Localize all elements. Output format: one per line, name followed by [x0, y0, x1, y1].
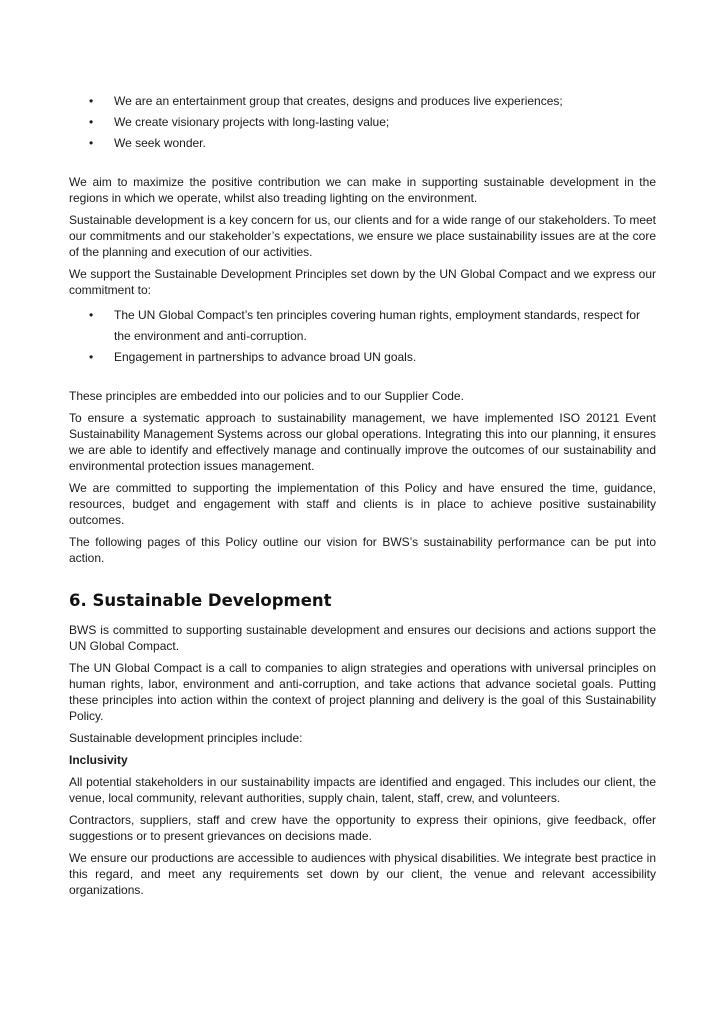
- paragraph: Sustainable development is a key concern for us, our clients and for a wide range of our stakeholders. To meet our commitments and our stakeholder’s expectations, we ensure we place sustainability issues are at the core of the planning and execution of our activities.: [69, 213, 656, 259]
- list-item: • Engagement in partnerships to advance broad UN goals.: [69, 347, 656, 368]
- list-item: • We create visionary projects with long-lasting value;: [69, 112, 656, 133]
- section-heading: 6. Sustainable Development: [69, 591, 332, 610]
- page-content: [69, 91, 656, 898]
- list-item: • We seek wonder.: [69, 133, 656, 154]
- paragraph: To ensure a systematic approach to sustainability management, we have implemented ISO 20121 Event Sustainability Management Systems across our global operations. Integrating this into our planning, it ensures we are able to identify and effectively manage and continually improve the outcomes of our sustainability and environmental protection issues management.: [69, 411, 656, 473]
- paragraph: We aim to maximize the positive contribution we can make in supporting sustainable development in the regions in which we operate, whilst also treading lighting on the environment.: [69, 175, 656, 205]
- paragraph: Contractors, suppliers, staff and crew have the opportunity to express their opinions, give feedback, offer suggestions or to present grievances on decisions made.: [69, 813, 656, 843]
- paragraph: Sustainable development principles include:: [69, 731, 303, 745]
- list-item: • We are an entertainment group that creates, designs and produces live experiences;: [69, 91, 656, 112]
- commitment-bullet-list: [69, 305, 656, 368]
- paragraph: These principles are embedded into our policies and to our Supplier Code.: [69, 389, 464, 403]
- paragraph: We support the Sustainable Development Principles set down by the UN Global Compact and we express our commitment to:: [69, 267, 656, 297]
- paragraph: We ensure our productions are accessible to audiences with physical disabilities. We integrate best practice in this regard, and meet any requirements set down by our client, the venue and relevant accessibility organizations.: [69, 851, 656, 897]
- paragraph: We are committed to supporting the implementation of this Policy and have ensured the time, guidance, resources, budget and engagement with staff and clients is in place to achieve positive sustainability outcomes.: [69, 481, 656, 527]
- intro-bullet-list: [69, 91, 656, 154]
- subheading: Inclusivity: [69, 753, 128, 767]
- paragraph: The UN Global Compact is a call to companies to align strategies and operations with universal principles on human rights, labor, environment and anti-corruption, and take actions that advance societal goals. Putting these principles into action within the context of project planning and delivery is the goal of this Sustainability Policy.: [69, 661, 656, 723]
- paragraph: BWS is committed to supporting sustainable development and ensures our decisions and actions support the UN Global Compact.: [69, 623, 656, 653]
- list-item: • The UN Global Compact’s ten principles covering human rights, employment standards, respect for the environment and anti-corruption.: [69, 305, 656, 347]
- paragraph: The following pages of this Policy outline our vision for BWS’s sustainability performance can be put into action.: [69, 535, 656, 565]
- paragraph: All potential stakeholders in our sustainability impacts are identified and engaged. This includes our client, the venue, local community, relevant authorities, supply chain, talent, staff, crew, and volunteers.: [69, 775, 656, 805]
